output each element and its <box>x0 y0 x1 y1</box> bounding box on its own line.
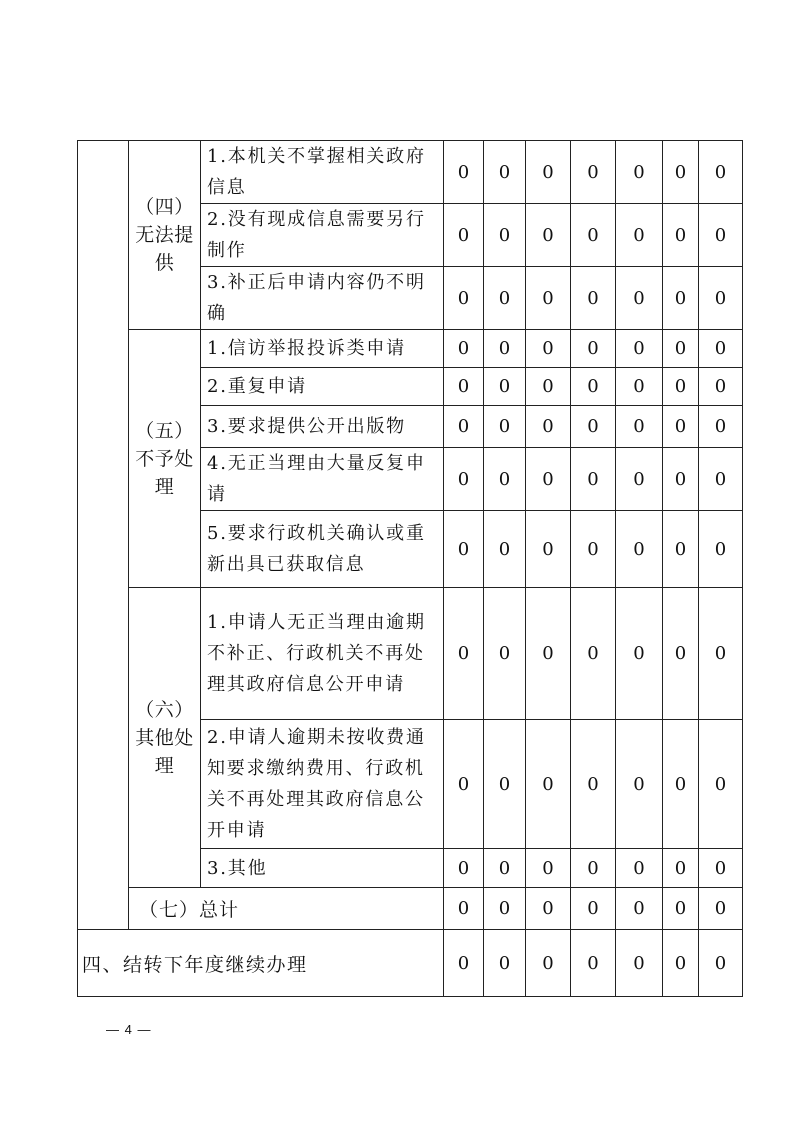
count-cell: 0 <box>526 849 571 888</box>
row-label-cell: 5.要求行政机关确认或重新出具已获取信息 <box>201 511 444 588</box>
row-label-cell: 2.没有现成信息需要另行制作 <box>201 204 444 267</box>
count-cell: 0 <box>526 368 571 406</box>
count-cell: 0 <box>663 511 699 588</box>
count-cell: 0 <box>484 888 526 930</box>
count-cell: 0 <box>526 448 571 511</box>
count-cell: 0 <box>663 204 699 267</box>
count-cell: 0 <box>444 204 484 267</box>
count-cell: 0 <box>699 141 743 204</box>
count-cell: 0 <box>571 930 616 997</box>
count-cell: 0 <box>699 448 743 511</box>
total-label-cell: （七）总计 <box>129 888 444 930</box>
row-label-cell: 1.本机关不掌握相关政府信息 <box>201 141 444 204</box>
count-cell: 0 <box>699 720 743 849</box>
count-cell: 0 <box>484 511 526 588</box>
count-cell: 0 <box>663 448 699 511</box>
count-cell: 0 <box>444 930 484 997</box>
count-cell: 0 <box>484 588 526 720</box>
count-cell: 0 <box>444 406 484 448</box>
row-label-cell: 1.信访举报投诉类申请 <box>201 330 444 368</box>
count-cell: 0 <box>663 888 699 930</box>
count-cell: 0 <box>444 720 484 849</box>
count-cell: 0 <box>526 930 571 997</box>
count-cell: 0 <box>699 330 743 368</box>
count-cell: 0 <box>526 204 571 267</box>
count-cell: 0 <box>571 267 616 330</box>
count-cell: 0 <box>663 368 699 406</box>
count-cell: 0 <box>616 406 663 448</box>
count-cell: 0 <box>484 930 526 997</box>
outer-category-cell <box>78 141 129 930</box>
count-cell: 0 <box>571 448 616 511</box>
count-cell: 0 <box>699 406 743 448</box>
count-cell: 0 <box>616 849 663 888</box>
count-cell: 0 <box>616 204 663 267</box>
count-cell: 0 <box>616 888 663 930</box>
count-cell: 0 <box>663 267 699 330</box>
count-cell: 0 <box>663 330 699 368</box>
count-cell: 0 <box>616 588 663 720</box>
count-cell: 0 <box>444 141 484 204</box>
table-row <box>78 588 743 720</box>
count-cell: 0 <box>616 368 663 406</box>
total-row <box>78 888 743 930</box>
count-cell: 0 <box>663 588 699 720</box>
count-cell: 0 <box>526 588 571 720</box>
count-cell: 0 <box>571 511 616 588</box>
count-cell: 0 <box>444 849 484 888</box>
carryover-row <box>78 930 743 997</box>
count-cell: 0 <box>484 204 526 267</box>
count-cell: 0 <box>526 267 571 330</box>
count-cell: 0 <box>699 368 743 406</box>
count-cell: 0 <box>699 888 743 930</box>
count-cell: 0 <box>571 204 616 267</box>
count-cell: 0 <box>699 849 743 888</box>
row-label-cell: 3.要求提供公开出版物 <box>201 406 444 448</box>
count-cell: 0 <box>484 267 526 330</box>
count-cell: 0 <box>526 720 571 849</box>
row-label-cell: 3.补正后申请内容仍不明确 <box>201 267 444 330</box>
count-cell: 0 <box>571 406 616 448</box>
count-cell: 0 <box>663 141 699 204</box>
table-row <box>78 330 743 368</box>
count-cell: 0 <box>699 267 743 330</box>
count-cell: 0 <box>699 204 743 267</box>
count-cell: 0 <box>616 448 663 511</box>
count-cell: 0 <box>699 511 743 588</box>
count-cell: 0 <box>571 330 616 368</box>
count-cell: 0 <box>616 511 663 588</box>
count-cell: 0 <box>571 141 616 204</box>
row-label-cell: 4.无正当理由大量反复申请 <box>201 448 444 511</box>
count-cell: 0 <box>444 888 484 930</box>
count-cell: 0 <box>699 930 743 997</box>
count-cell: 0 <box>526 511 571 588</box>
count-cell: 0 <box>444 368 484 406</box>
count-cell: 0 <box>616 267 663 330</box>
group-label-cell: （四）无法提供 <box>129 141 201 330</box>
count-cell: 0 <box>484 141 526 204</box>
disclosure-statistics-table <box>77 140 743 997</box>
count-cell: 0 <box>699 588 743 720</box>
count-cell: 0 <box>616 930 663 997</box>
count-cell: 0 <box>616 720 663 849</box>
count-cell: 0 <box>571 849 616 888</box>
count-cell: 0 <box>444 267 484 330</box>
count-cell: 0 <box>571 588 616 720</box>
count-cell: 0 <box>663 849 699 888</box>
count-cell: 0 <box>484 406 526 448</box>
count-cell: 0 <box>484 368 526 406</box>
count-cell: 0 <box>526 141 571 204</box>
count-cell: 0 <box>571 368 616 406</box>
count-cell: 0 <box>444 588 484 720</box>
count-cell: 0 <box>526 888 571 930</box>
count-cell: 0 <box>616 330 663 368</box>
row-label-cell: 1.申请人无正当理由逾期不补正、行政机关不再处理其政府信息公开申请 <box>201 588 444 720</box>
count-cell: 0 <box>444 448 484 511</box>
count-cell: 0 <box>444 330 484 368</box>
count-cell: 0 <box>484 448 526 511</box>
page-number: — 4 — <box>106 1022 152 1037</box>
count-cell: 0 <box>663 930 699 997</box>
row-label-cell: 2.申请人逾期未按收费通知要求缴纳费用、行政机关不再处理其政府信息公开申请 <box>201 720 444 849</box>
table-row <box>78 141 743 204</box>
count-cell: 0 <box>526 406 571 448</box>
count-cell: 0 <box>663 720 699 849</box>
carryover-label-cell: 四、结转下年度继续办理 <box>78 930 444 997</box>
count-cell: 0 <box>571 720 616 849</box>
row-label-cell: 3.其他 <box>201 849 444 888</box>
group-label-cell: （六）其他处理 <box>129 588 201 888</box>
count-cell: 0 <box>484 849 526 888</box>
count-cell: 0 <box>526 330 571 368</box>
count-cell: 0 <box>484 720 526 849</box>
row-label-cell: 2.重复申请 <box>201 368 444 406</box>
group-label-cell: （五）不予处理 <box>129 330 201 588</box>
count-cell: 0 <box>444 511 484 588</box>
count-cell: 0 <box>663 406 699 448</box>
count-cell: 0 <box>616 141 663 204</box>
count-cell: 0 <box>571 888 616 930</box>
count-cell: 0 <box>484 330 526 368</box>
